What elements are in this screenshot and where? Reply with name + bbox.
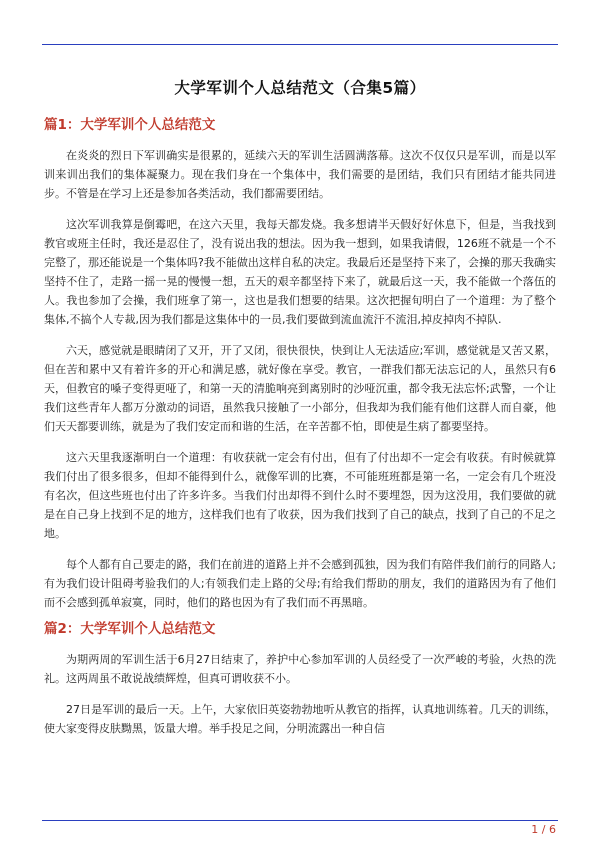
paragraph: 在炎炎的烈日下军训确实是很累的，延续六天的军训生活圆满落幕。这次不仅仅只是军训，而是以军训来训出我们的集体凝聚力。现在我们身在一个集体中，我们需要的是团结，我们只有团结才能共同进步。不管是在学习上还是参加各类活动，我们都需要团结。 <box>44 149 556 200</box>
paragraph: 为期两周的军训生活于6月27日结束了，养护中心参加军训的人员经受了一次严峻的考验，火热的洗礼。这两周虽不敢说战绩辉煌，但真可谓收获不小。 <box>44 653 556 685</box>
footer-rule <box>42 820 558 821</box>
document-body <box>44 116 556 750</box>
page-number: 1 / 6 <box>531 823 556 836</box>
section-heading: 篇1：大学军训个人总结范文 <box>44 117 216 133</box>
section-heading: 篇2：大学军训个人总结范文 <box>44 621 216 637</box>
document-title: 大学军训个人总结范文（合集5篇） <box>174 79 426 97</box>
paragraph: 六天，感觉就是眼睛闭了又开，开了又闭，很快很快，快到让人无法适应;军训，感觉就是又苦又累，但在苦和累中又有着许多的开心和满足感，就好像在享受。教官，一群我们都无法忘记的人，虽然只有6天，但教官的嗓子变得更哑了，和第一天的清脆响亮到离别时的沙哑沉重，都令我无法忘怀;武警，一个让我们这些青年人都万分激动的词语，虽然我只接触了一小部分，但我却为我们能有他们这群人而自豪，他们天天都要训练，就是为了我们安定而和谐的生活，在辛苦都不怕，即使是生病了都要坚持。 <box>44 344 556 433</box>
paragraph: 27日是军训的最后一天。上午，大家依旧英姿勃勃地听从教官的指挥，认真地训练着。几天的训练，使大家变得皮肤黝黑，饭量大增。举手投足之间，分明流露出一种自信 <box>44 703 556 735</box>
paragraph: 这次军训我算是倒霉吧，在这六天里，我每天都发烧。我多想请半天假好好休息下，但是，当我找到教官或班主任时，我还是忍住了，没有说出我的想法。因为我一想到，如果我请假，126班不就是一个不完整了，那还能说是一个集体吗?我不能做出这样自私的决定。我最后还是坚持下来了，会操的那天我确实坚持不住了，走路一摇一晃的慢慢一想，五天的艰辛都坚持下来了，就最后这一天，我不能做一个落伍的人。我也参加了会操，我们班拿了第一，这也是我们想要的结果。这次把握旬明白了一个道理：为了整个集体,不搞个人专裁,因为我们都是这集体中的一员,我们要做到流血流汗不流泪,掉皮掉肉不掉队. <box>44 218 556 326</box>
paragraph: 这六天里我逐渐明白一个道理：有收获就一定会有付出，但有了付出却不一定会有收获。有时候就算我们付出了很多很多，但却不能得到什么，就像军训的比赛，不可能班班都是第一名，一定会有几个班没有名次，但这些班也付出了许多许多。当我们付出却得不到什么时不要埋怨，因为这没用，我们要做的就是在自己身上找到不足的地方，这样我们也有了收获，因为我们找到了自己的缺点，找到了自己的不足之地。 <box>44 451 556 540</box>
header-rule <box>42 44 558 45</box>
paragraph: 每个人都有自己要走的路，我们在前进的道路上并不会感到孤独，因为我们有陪伴我们前行的同路人;有为我们设计阻碍考验我们的人;有领我们走上路的父母;有给我们帮助的朋友，我们的道路因为有了他们而不会感到孤单寂寞，同时，他们的路也因为有了我们而不再黑暗。 <box>44 558 556 609</box>
